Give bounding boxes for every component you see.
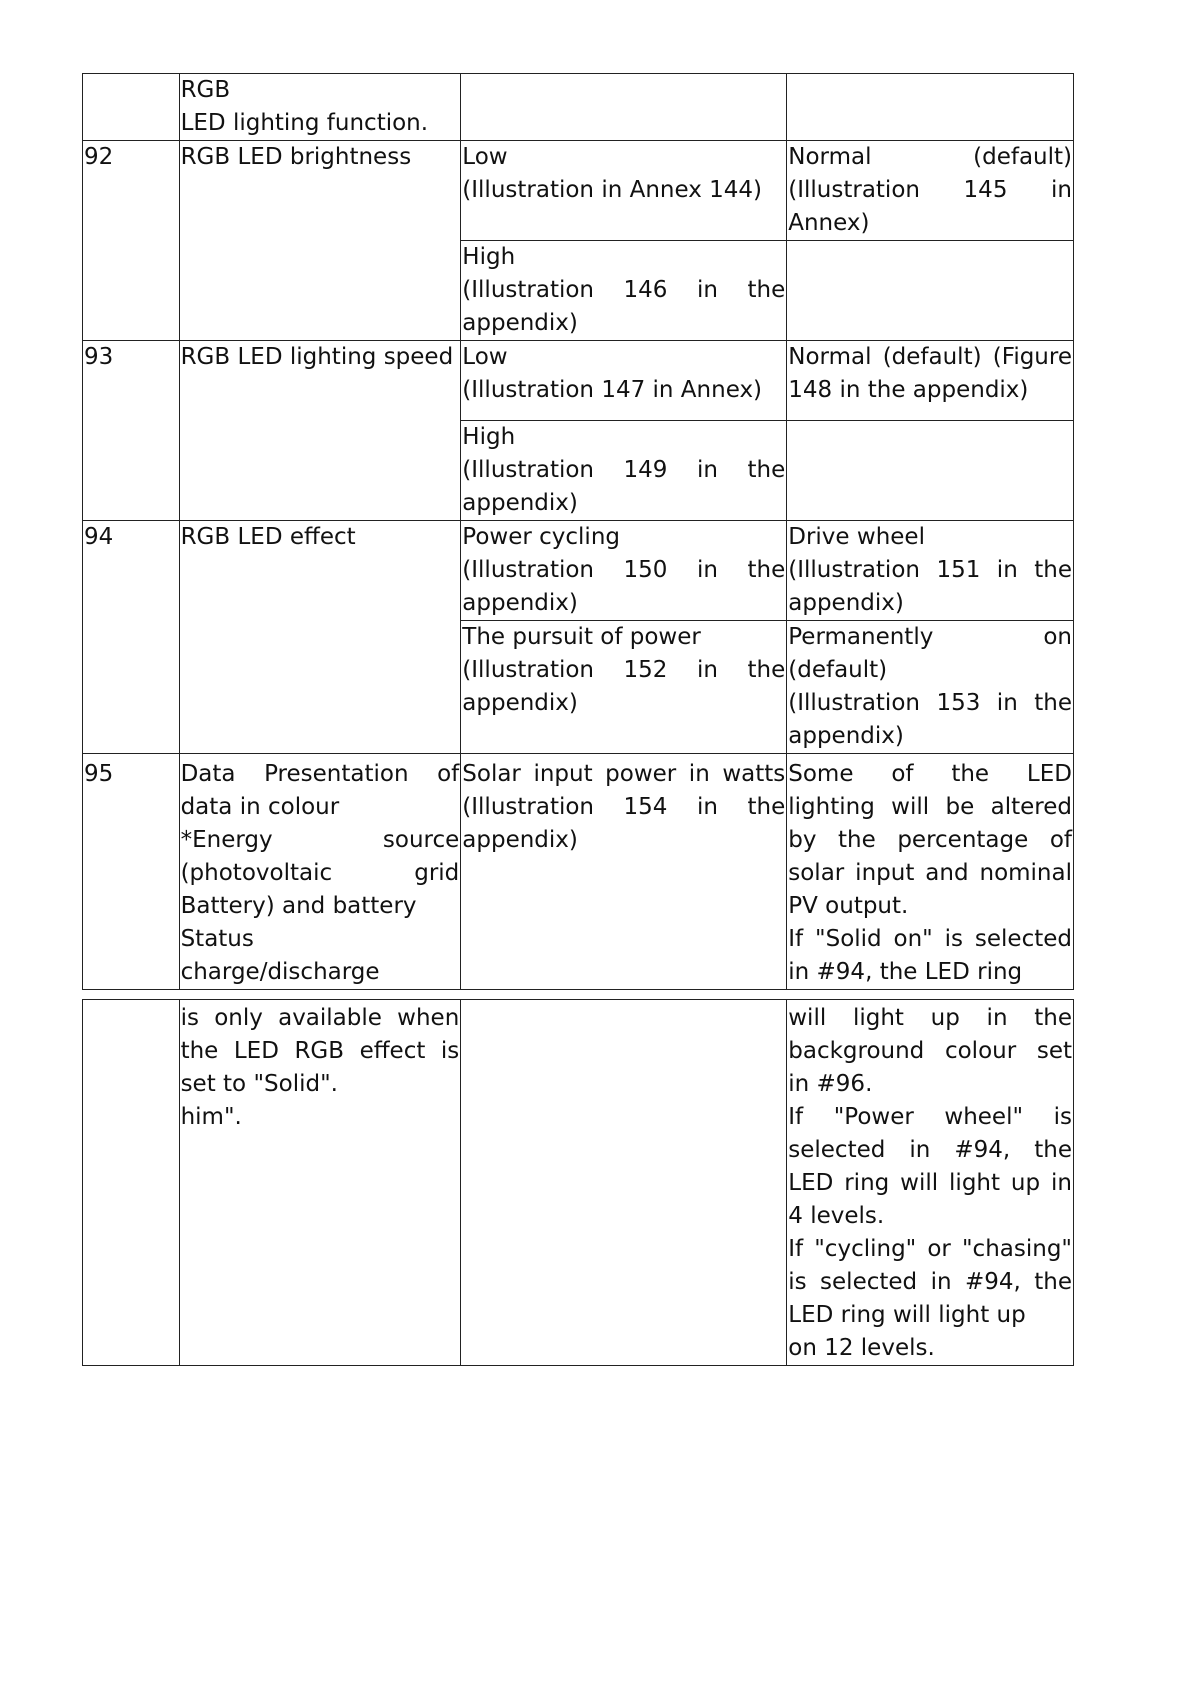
setting-name-line: him". bbox=[180, 1104, 242, 1130]
option-cell: Normal (default) (Figure 148 in the appendix) bbox=[787, 341, 1074, 421]
setting-number: 93 bbox=[83, 341, 180, 521]
option-illustration: (Illustration 151 in the appendix) bbox=[788, 557, 1072, 616]
option-cell bbox=[461, 521, 787, 621]
option-cell bbox=[461, 341, 787, 421]
option-title: High bbox=[462, 424, 516, 450]
note-line: If "Solid on" is selected in #94, the LED ring bbox=[788, 926, 1072, 985]
option-illustration: (Illustration 146 in the appendix) bbox=[462, 277, 786, 336]
setting-name-line: charge/discharge bbox=[180, 959, 380, 985]
option-cell: Solar input power in watts (Illustration 154 in the appendix) bbox=[461, 754, 787, 990]
setting-name-line: LED lighting function. bbox=[180, 110, 429, 136]
setting-number: 95 bbox=[83, 754, 180, 990]
setting-number: 92 bbox=[83, 141, 180, 341]
note-line: Some of the LED lighting will be altered by the percentage of solar input and nominal PV output. bbox=[788, 761, 1072, 919]
setting-number: 94 bbox=[83, 521, 180, 754]
option-cell bbox=[461, 421, 787, 521]
table-row bbox=[83, 1000, 1074, 1366]
continuation-table bbox=[82, 999, 1074, 1366]
setting-name-line: RGB bbox=[180, 77, 231, 103]
option-illustration: (Illustration in Annex 144) bbox=[462, 177, 763, 203]
option-illustration: (Illustration 150 in the appendix) bbox=[462, 557, 786, 616]
option-cell bbox=[787, 521, 1074, 621]
setting-name-line: Status bbox=[180, 926, 254, 952]
option-title: Power cycling bbox=[462, 524, 620, 550]
setting-name bbox=[179, 754, 461, 990]
option-title: High bbox=[462, 244, 516, 270]
setting-name: RGB LED lighting speed bbox=[179, 341, 461, 521]
option-cell bbox=[787, 141, 1074, 241]
option-illustration: (Illustration 149 in the appendix) bbox=[462, 457, 786, 516]
table-row bbox=[83, 341, 1074, 421]
option-title: Low bbox=[462, 144, 508, 170]
setting-number bbox=[83, 1000, 180, 1366]
note-line: If "Power wheel" is selected in #94, the LED ring will light up in 4 levels. bbox=[788, 1104, 1072, 1229]
setting-name-line: *Energy source (photovoltaic grid Battery) and battery bbox=[180, 827, 460, 919]
note-line: will light up in the background colour set in #96. bbox=[788, 1005, 1072, 1097]
note-cell bbox=[787, 754, 1074, 990]
table-row bbox=[83, 754, 1074, 990]
option-cell bbox=[787, 621, 1074, 754]
option-cell bbox=[787, 74, 1074, 141]
note-cell bbox=[787, 1000, 1074, 1366]
option-title: Normal (default) bbox=[788, 144, 1072, 170]
option-illustration: (Illustration 152 in the appendix) bbox=[462, 657, 786, 716]
option-title: Permanently on (default) bbox=[788, 624, 1072, 683]
option-title: Drive wheel bbox=[788, 524, 925, 550]
setting-name-line: Data Presentation of data in colour bbox=[180, 761, 460, 820]
setting-name: RGB LED effect bbox=[179, 521, 461, 754]
option-cell bbox=[787, 421, 1074, 521]
setting-number bbox=[83, 74, 180, 141]
option-title: Low bbox=[462, 344, 508, 370]
setting-name bbox=[179, 1000, 461, 1366]
option-title: The pursuit of power bbox=[462, 624, 701, 650]
option-cell bbox=[461, 621, 787, 754]
option-cell bbox=[461, 241, 787, 341]
option-cell bbox=[461, 74, 787, 141]
option-illustration: (Illustration 153 in the appendix) bbox=[788, 690, 1072, 749]
option-cell bbox=[461, 1000, 787, 1366]
option-illustration: (Illustration 145 in Annex) bbox=[788, 177, 1072, 236]
option-illustration: (Illustration 147 in Annex) bbox=[462, 377, 763, 403]
table-row bbox=[83, 521, 1074, 621]
option-cell bbox=[461, 141, 787, 241]
table-row bbox=[83, 74, 1074, 141]
setting-name-line: is only available when the LED RGB effect is set to "Solid". bbox=[180, 1005, 460, 1097]
option-cell bbox=[787, 241, 1074, 341]
note-line: If "cycling" or "chasing" is selected in #94, the LED ring will light up bbox=[788, 1236, 1072, 1328]
setting-name bbox=[179, 74, 461, 141]
setting-name: RGB LED brightness bbox=[179, 141, 461, 341]
settings-table bbox=[82, 73, 1074, 990]
note-line: on 12 levels. bbox=[788, 1335, 935, 1361]
table-row bbox=[83, 141, 1074, 241]
